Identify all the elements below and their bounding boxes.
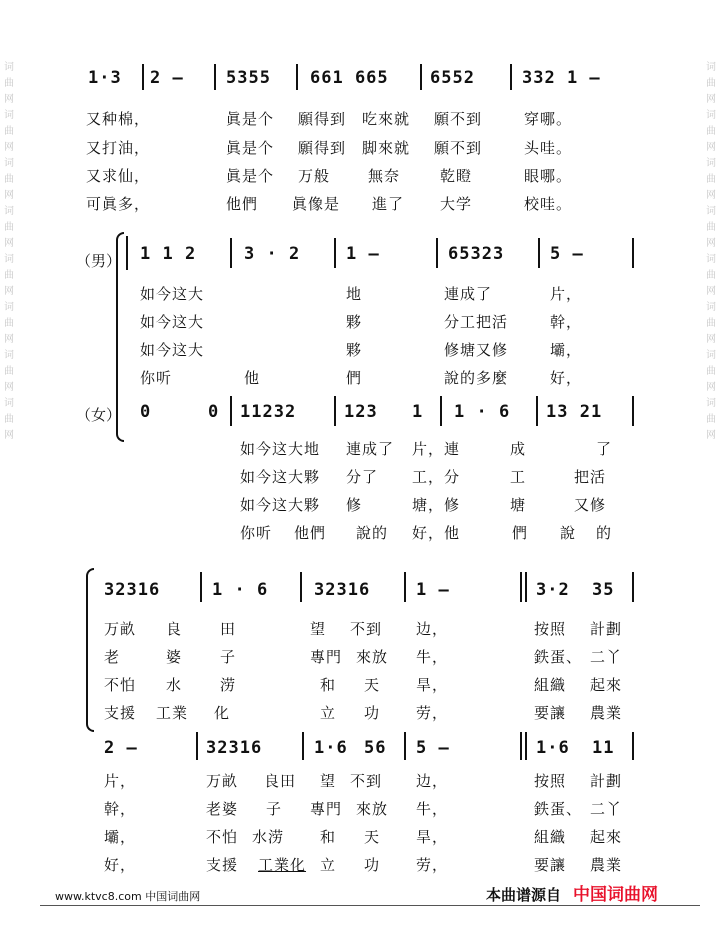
lyric: 头哇。	[524, 139, 573, 157]
lyric: 田	[220, 620, 237, 638]
lyric: 要讓	[534, 704, 567, 722]
lyric: 二丫	[590, 800, 623, 818]
lyric: 如今这大	[140, 341, 205, 359]
note-group: 332 1 —	[522, 68, 601, 88]
lyric: 万畝	[206, 772, 239, 790]
lyric: 把活	[574, 468, 607, 486]
lyric: 水涝	[252, 828, 285, 846]
footer-source	[486, 880, 658, 905]
lyric: 說的多麼	[444, 369, 509, 387]
note-group: 1·6	[314, 738, 348, 758]
note-group: 661 665	[310, 68, 389, 88]
lyric: 成	[510, 440, 527, 458]
barline	[196, 732, 198, 760]
barline	[230, 396, 232, 426]
lyric: 校哇。	[524, 195, 573, 213]
note-group: 5355	[226, 68, 271, 88]
note-group: 32316	[104, 580, 161, 600]
barline	[300, 572, 302, 602]
lyric: 劳，	[416, 856, 449, 874]
note-group: 32316	[314, 580, 371, 600]
male-part-label: （男）	[76, 252, 122, 270]
lyric: 你听	[240, 524, 273, 542]
lyric: 如今这大	[140, 285, 205, 303]
lyric: 功	[364, 856, 381, 874]
lyric: 分工把活	[444, 313, 509, 331]
lyric: 計劃	[590, 620, 623, 638]
lyric: 和	[320, 828, 337, 846]
lyric: 如今这大地	[240, 440, 321, 458]
barline	[536, 396, 538, 426]
lyric: 立	[320, 704, 337, 722]
lyric: 良田	[264, 772, 297, 790]
barline	[632, 572, 634, 602]
lyric: 不怕	[104, 676, 137, 694]
lyric: 老	[104, 648, 121, 666]
footer-rule	[40, 905, 700, 906]
barline	[632, 238, 634, 268]
lyric: 工，分	[412, 468, 461, 486]
repeat-barline	[520, 732, 522, 760]
lyric: 專門	[310, 800, 343, 818]
note-group: 56	[364, 738, 387, 758]
barline	[510, 64, 512, 90]
lyric: 牛，	[416, 648, 449, 666]
lyric: 立	[320, 856, 337, 874]
lyric: 不怕	[206, 828, 239, 846]
footer-source-text: 本曲谱源自	[486, 886, 562, 904]
lyric: 边，	[416, 620, 449, 638]
lyric: 支援	[104, 704, 137, 722]
lyric: 組織	[534, 828, 567, 846]
lyric: 万畝	[104, 620, 137, 638]
note-group: 1·3	[88, 68, 122, 88]
lyric: 子	[220, 648, 237, 666]
lyric: 工業	[156, 704, 189, 722]
lyric: 望	[320, 772, 337, 790]
lyric: 願不到	[434, 139, 483, 157]
lyric: 又求仙，	[86, 167, 151, 185]
lyric: 願不到	[434, 110, 483, 128]
note-group: 65323	[448, 244, 505, 264]
note-group: 1 —	[346, 244, 380, 264]
barline	[142, 64, 144, 90]
lyric: 壩，	[550, 341, 583, 359]
note-group: 0	[208, 402, 220, 422]
lyric: 眞是个	[226, 110, 275, 128]
lyric: 們	[512, 524, 529, 542]
lyric: 他們	[294, 524, 327, 542]
lyric: 如今这大	[140, 313, 205, 331]
lyric: 鉄蛋、	[534, 648, 583, 666]
lyric: 牛，	[416, 800, 449, 818]
note-group: 1 1 2	[140, 244, 197, 264]
note-group: 123	[344, 402, 378, 422]
barline	[404, 572, 406, 602]
lyric: 水	[166, 676, 183, 694]
lyric: 老婆	[206, 800, 239, 818]
lyric: 分了	[346, 468, 379, 486]
barline	[632, 732, 634, 760]
barline	[214, 64, 216, 90]
lyric: 望	[310, 620, 327, 638]
lyric: 要讓	[534, 856, 567, 874]
lyric: 如今这大夥	[240, 496, 321, 514]
lyric: 婆	[166, 648, 183, 666]
lyric: 旱，	[416, 676, 449, 694]
lyric: 夥	[346, 341, 363, 359]
lyric: 他們	[226, 195, 259, 213]
lyric: 來放	[356, 800, 389, 818]
lyric: 万般	[298, 167, 331, 185]
lyric: 旱，	[416, 828, 449, 846]
note-group: 11232	[240, 402, 297, 422]
female-part-label: （女）	[76, 406, 122, 424]
barline	[632, 396, 634, 426]
lyric: 边，	[416, 772, 449, 790]
lyric: 子	[266, 800, 283, 818]
lyric: 良	[166, 620, 183, 638]
lyric: 不到	[350, 620, 383, 638]
note-group: 0	[140, 402, 152, 422]
repeat-barline	[520, 572, 522, 602]
lyric: 進了	[372, 195, 405, 213]
note-group: 2 —	[150, 68, 184, 88]
lyric: 劳，	[416, 704, 449, 722]
note-group: 35	[592, 580, 615, 600]
lyric: 專門	[310, 648, 343, 666]
note-group: 3·2	[536, 580, 570, 600]
lyric: 乾瞪	[440, 167, 473, 185]
lyric: 夥	[346, 313, 363, 331]
lyric: 又种棉，	[86, 110, 151, 128]
lyric: 組織	[534, 676, 567, 694]
barline	[296, 64, 298, 90]
lyric: 按照	[534, 772, 567, 790]
note-group: 1 —	[416, 580, 450, 600]
note-group: 2 —	[104, 738, 138, 758]
barline	[538, 238, 540, 268]
lyric: 起來	[590, 676, 623, 694]
note-group: 1 · 6	[454, 402, 511, 422]
lyric: 又修	[574, 496, 607, 514]
lyric: 眞是个	[226, 167, 275, 185]
lyric: 說	[560, 524, 577, 542]
lyric: 計劃	[590, 772, 623, 790]
lyric: 幹，	[550, 313, 583, 331]
barline	[200, 572, 202, 602]
lyric: 穿哪。	[524, 110, 573, 128]
barline	[302, 732, 304, 760]
note-group: 5 —	[550, 244, 584, 264]
lyric: 他	[244, 369, 261, 387]
lyric: 連成了	[444, 285, 493, 303]
lyric: 修	[346, 496, 363, 514]
lyric: 願得到	[298, 110, 347, 128]
lyric: 如今这大夥	[240, 468, 321, 486]
edge-watermark-right: 词曲网 词曲网 词曲网 词曲网 词曲网 词曲网 词曲网 词曲网	[706, 62, 716, 441]
note-group: 13 21	[546, 402, 603, 422]
lyric: 們	[346, 369, 363, 387]
lyric: 可眞多，	[86, 195, 151, 213]
lyric: 功	[364, 704, 381, 722]
lyric: 你听	[140, 369, 173, 387]
lyric: 農業	[590, 704, 623, 722]
lyric: 鉄蛋、	[534, 800, 583, 818]
edge-watermark-left: 词曲网 词曲网 词曲网 词曲网 词曲网 词曲网 词曲网 词曲网	[4, 62, 14, 441]
note-group: 6552	[430, 68, 475, 88]
lyric: 眼哪。	[524, 167, 573, 185]
lyric: 說的	[356, 524, 389, 542]
lyric: 眞是个	[226, 139, 275, 157]
lyric: 壩，	[104, 828, 137, 846]
lyric: 又打油，	[86, 139, 151, 157]
lyric: 和	[320, 676, 337, 694]
lyric: 大学	[440, 195, 473, 213]
barline	[230, 238, 232, 268]
lyric: 塘	[510, 496, 527, 514]
note-group: 1	[412, 402, 424, 422]
lyric: 工	[510, 468, 527, 486]
lyric: 不到	[350, 772, 383, 790]
lyric: 工業化	[258, 856, 307, 874]
lyric: 好，他	[412, 524, 461, 542]
lyric: 好，	[550, 369, 583, 387]
lyric: 脚來就	[362, 139, 411, 157]
lyric: 片，	[550, 285, 583, 303]
barline	[334, 396, 336, 426]
lyric: 幹，	[104, 800, 137, 818]
lyric: 天	[364, 828, 381, 846]
lyric: 來放	[356, 648, 389, 666]
lyric: 二丫	[590, 648, 623, 666]
barline	[436, 238, 438, 268]
note-group: 1 · 6	[212, 580, 269, 600]
note-group: 1·6	[536, 738, 570, 758]
note-group: 5 —	[416, 738, 450, 758]
lyric: 吃來就	[362, 110, 411, 128]
barline	[440, 396, 442, 426]
note-group: 3 · 2	[244, 244, 301, 264]
lyric: 涝	[220, 676, 237, 694]
lyric: 的	[596, 524, 613, 542]
lyric: 化	[214, 704, 231, 722]
system-brace	[86, 568, 94, 732]
lyric: 眞像是	[292, 195, 341, 213]
note-group: 32316	[206, 738, 263, 758]
lyric: 片，	[104, 772, 137, 790]
footer-brand: 中国词曲网	[573, 885, 659, 905]
barline	[126, 236, 128, 270]
lyric: 修塘又修	[444, 341, 509, 359]
lyric: 支援	[206, 856, 239, 874]
note-group: 11	[592, 738, 615, 758]
lyric: 農業	[590, 856, 623, 874]
barline	[404, 732, 406, 760]
lyric: 按照	[534, 620, 567, 638]
barline	[334, 238, 336, 268]
lyric: 好，	[104, 856, 137, 874]
footer-site-text: www.ktvc8.com 中国词曲网	[55, 890, 201, 903]
barline	[420, 64, 422, 90]
lyric: 願得到	[298, 139, 347, 157]
lyric: 無奈	[368, 167, 401, 185]
lyric: 了	[596, 440, 613, 458]
lyric: 連成了	[346, 440, 395, 458]
lyric: 地	[346, 285, 363, 303]
lyric: 片，連	[412, 440, 461, 458]
lyric: 塘，修	[412, 496, 461, 514]
lyric: 起來	[590, 828, 623, 846]
lyric: 天	[364, 676, 381, 694]
